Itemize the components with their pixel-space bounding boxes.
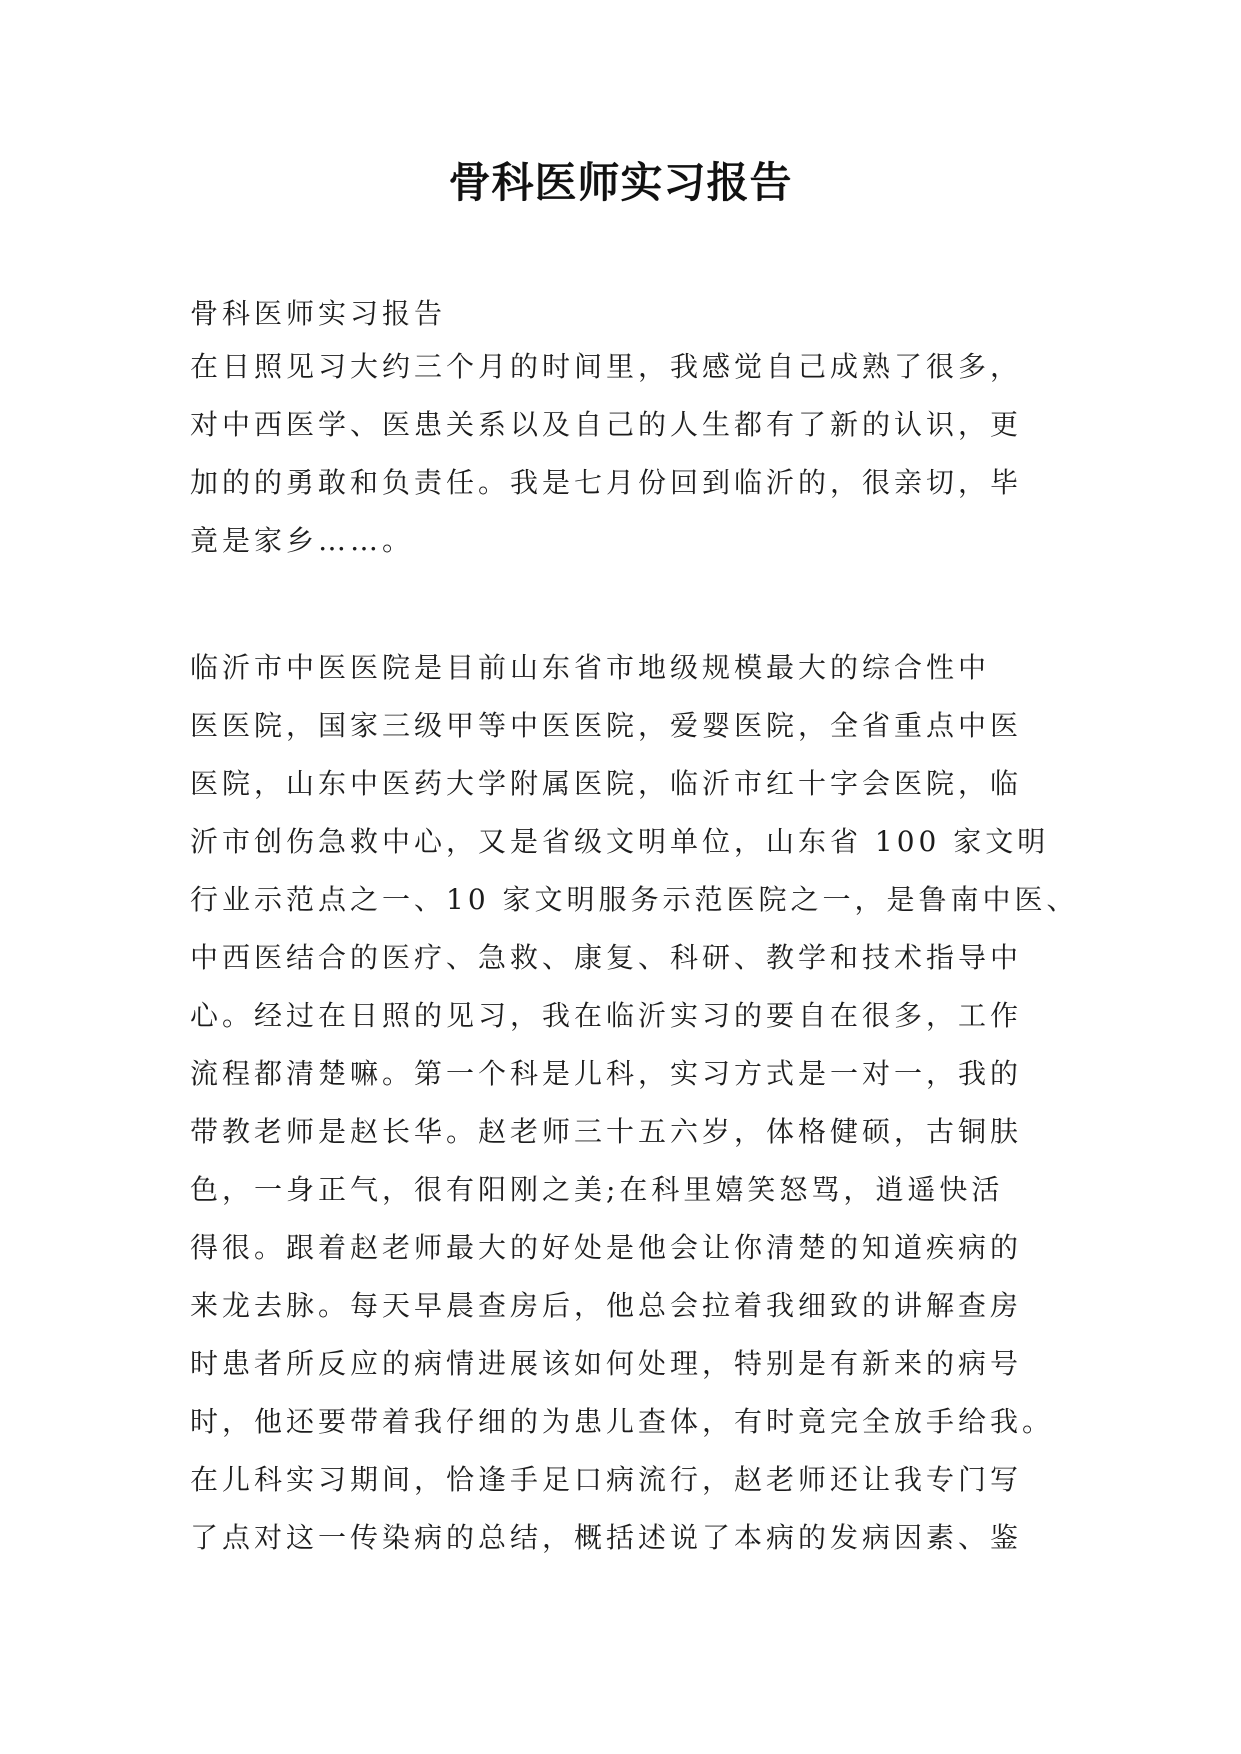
paragraph-line: 行业示范点之一、10 家文明服务示范医院之一，是鲁南中医、	[190, 883, 1079, 916]
paragraph-line: 得很。跟着赵老师最大的好处是他会让你清楚的知道疾病的	[190, 1231, 1023, 1264]
paragraph-intro	[190, 338, 1060, 570]
paragraph-line: 时患者所反应的病情进展该如何处理，特别是有新来的病号	[190, 1347, 1023, 1380]
paragraph-line: 色，一身正气，很有阳刚之美;在科里嬉笑怒骂，逍遥快活	[190, 1173, 1004, 1206]
paragraph-line: 心。经过在日照的见习，我在临沂实习的要自在很多，工作	[190, 999, 1023, 1032]
paragraph-hospital	[190, 639, 1079, 1567]
paragraph-line: 来龙去脉。每天早晨查房后，他总会拉着我细致的讲解查房	[190, 1289, 1023, 1322]
paragraph-line: 加的的勇敢和负责任。我是七月份回到临沂的，很亲切，毕	[190, 466, 1023, 499]
paragraph-line: 中西医结合的医疗、急救、康复、科研、教学和技术指导中	[190, 941, 1023, 974]
paragraph-line: 临沂市中医医院是目前山东省市地级规模最大的综合性中	[190, 651, 991, 684]
paragraph-line: 医院，山东中医药大学附属医院，临沂市红十字会医院，临	[190, 767, 1023, 800]
paragraph-line: 在儿科实习期间，恰逢手足口病流行，赵老师还让我专门写	[190, 1463, 1023, 1496]
document-title: 骨科医师实习报告	[448, 158, 793, 207]
document-subtitle: 骨科医师实习报告	[190, 297, 447, 330]
paragraph-line: 了点对这一传染病的总结，概括述说了本病的发病因素、鉴	[190, 1521, 1023, 1554]
paragraph-line: 对中西医学、医患关系以及自己的人生都有了新的认识，更	[190, 408, 1023, 441]
paragraph-line: 医医院，国家三级甲等中医医院，爱婴医院，全省重点中医	[190, 709, 1023, 742]
paragraph-line: 带教老师是赵长华。赵老师三十五六岁，体格健硕，古铜肤	[190, 1115, 1023, 1148]
paragraph-line: 沂市创伤急救中心，又是省级文明单位，山东省 100 家文明	[190, 825, 1050, 858]
paragraph-line: 流程都清楚嘛。第一个科是儿科，实习方式是一对一，我的	[190, 1057, 1023, 1090]
paragraph-line: 时，他还要带着我仔细的为患儿查体，有时竟完全放手给我。	[190, 1405, 1055, 1438]
paragraph-line: 竟是家乡……。	[190, 524, 415, 557]
paragraph-line: 在日照见习大约三个月的时间里，我感觉自己成熟了很多，	[190, 350, 1023, 383]
